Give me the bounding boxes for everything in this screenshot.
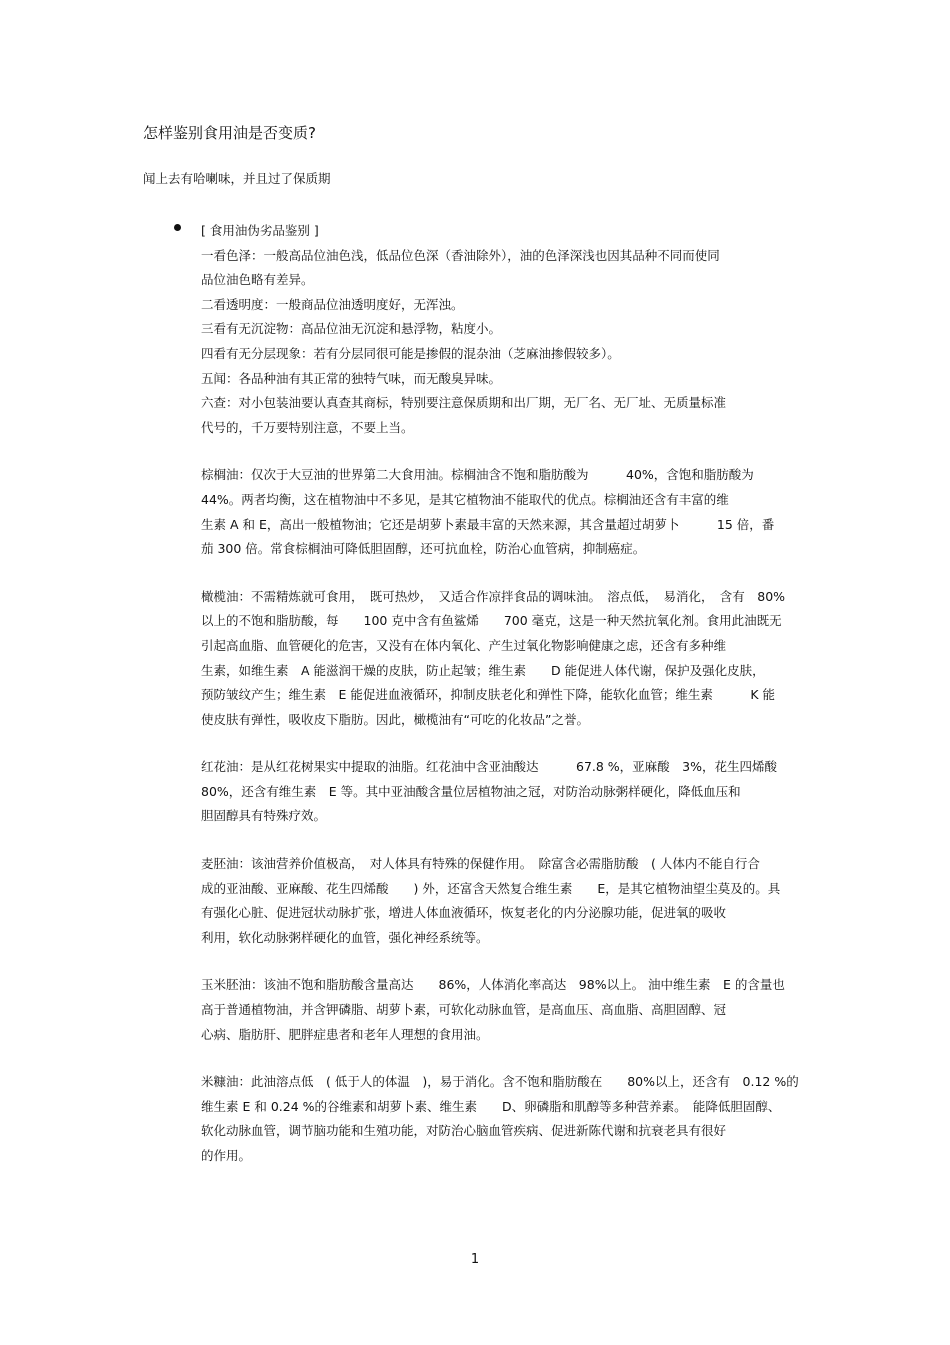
paragraph-line: 生素，如维生素 A 能滋润干燥的皮肤，防止起皱；维生素 D 能促进人体代谢，保护及强化皮肤，	[201, 662, 765, 678]
paragraph-line: 红花油：是从红花树果实中提取的油脂。红花油中含亚油酸达 67.8 %，亚麻酸 3%，花生四烯酸	[201, 759, 778, 775]
oil-paragraph-corn-germ	[201, 973, 811, 1047]
paragraph-gap	[201, 950, 811, 973]
paragraph-gap	[201, 440, 811, 463]
paragraph-line: 茄 300 倍。常食棕榈油可降低胆固醇，还可抗血栓，防治心血管病，抑制癌症。	[201, 541, 646, 557]
oil-paragraph-safflower	[201, 755, 811, 829]
paragraph-line: 以上的不饱和脂肪酸，每 100 克中含有鱼鲨烯 700 毫克，这是一种天然抗氧化剂。食用此油既无	[201, 613, 782, 629]
check-line: 品位油色略有差异。	[201, 272, 314, 288]
paragraph-line: 预防皱纹产生；维生素 E 能促进血液循环，抑制皮肤老化和弹性下降，能软化血管；维生素 K 能	[201, 687, 776, 703]
paragraph-line: 80%，还含有维生素 E 等。其中亚油酸含量位居植物油之冠，对防治动脉粥样硬化，降低血压和	[201, 783, 741, 799]
check-line: 一看色泽：一般高品位油色浅，低品位色深（香油除外），油的色泽深浅也因其品种不同而使同	[201, 247, 720, 263]
paragraph-line: 的作用。	[201, 1148, 252, 1163]
check-line: 四看有无分层现象：若有分层同很可能是掺假的混杂油（芝麻油掺假较多）。	[201, 345, 620, 361]
oil-paragraph-olive	[201, 585, 811, 733]
paragraph-gap	[201, 1047, 811, 1070]
paragraph-line: 维生素 E 和 0.24 %的谷维素和胡萝卜素、维生素 D、卵磷脂和肌醇等多种营养素。 能降低胆固醇、	[201, 1098, 781, 1114]
paragraph-line: 成的亚油酸、亚麻酸、花生四烯酸 ) 外，还富含天然复合维生素 E，是其它植物油望尘莫及的。具	[201, 880, 781, 896]
paragraph-line: 心病、脂肪肝、肥胖症患者和老年人理想的食用油。	[201, 1026, 489, 1042]
paragraph-gap	[201, 829, 811, 852]
bullet-dot-icon	[174, 224, 181, 231]
paragraph-line: 麦胚油：该油营养价值极高， 对人体具有特殊的保健作用。 除富含必需脂肪酸 ( 人体内不能自行合	[201, 856, 760, 872]
intro-text: 闻上去有哈喇味，并且过了保质期	[143, 171, 331, 186]
paragraph-line: 高于普通植物油，并含钾磷脂、胡萝卜素，可软化动脉血管，是高血压、高血脂、高胆固醇、冠	[201, 1002, 727, 1018]
check-line: 二看透明度：一般商品位油透明度好，无浑浊。	[201, 296, 464, 312]
paragraph-line: 胆固醇具有特殊疗效。	[201, 808, 327, 824]
paragraph-line: 44%。两者均衡，这在植物油中不多见，是其它植物油不能取代的优点。棕榈油还含有丰富的维	[201, 491, 729, 507]
page-number: 1	[470, 1252, 480, 1267]
paragraph-line: 有强化心脏、促进冠状动脉扩张，增进人体血液循环，恢复老化的内分泌腺功能，促进氧的吸收	[201, 905, 727, 921]
oil-paragraph-wheat-germ	[201, 852, 811, 950]
paragraph-line: 使皮肤有弹性，吸收皮下脂肪。因此，橄榄油有“可吃的化妆品”之誉。	[201, 711, 589, 727]
paragraph-line: 橄榄油：不需精炼就可食用， 既可热炒， 又适合作凉拌食品的调味油。 溶点低， 易消化， 含有 80%	[201, 588, 786, 604]
oil-paragraph-palm	[201, 463, 811, 561]
paragraph-line: 生素 A 和 E，高出一般植物油；它还是胡萝卜素最丰富的天然来源，其含量超过胡萝卜 15 倍，番	[201, 516, 775, 532]
paragraph-gap	[201, 732, 811, 755]
check-line: 三看有无沉淀物：高品位油无沉淀和悬浮物，粘度小。	[201, 321, 502, 337]
oil-paragraph-rice-bran	[201, 1070, 811, 1168]
paragraph-line: 米糠油：此油溶点低 ( 低于人的体温 )，易于消化。含不饱和脂肪酸在 80%以上，还含有 0.12 %的	[201, 1074, 799, 1090]
paragraph-line: 软化动脉血管，调节脑功能和生殖功能，对防治心脑血管疾病、促进新陈代谢和抗衰老具有很好	[201, 1123, 727, 1139]
paragraph-gap	[201, 562, 811, 585]
check-line: 代号的，千万要特别注意，不要上当。	[201, 419, 414, 435]
check-line: 六查：对小包装油要认真查其商标，特别要注意保质期和出厂期，无厂名、无厂址、无质量标准	[201, 395, 727, 411]
checks-list	[201, 244, 811, 441]
paragraph-line: 玉米胚油：该油不饱和脂肪酸含量高达 86%，人体消化率高达 98%以上。 油中维生素 E 的含量也	[201, 977, 785, 993]
page-title: 怎样鉴别食用油是否变质?	[143, 124, 316, 142]
paragraph-line: 棕榈油：仅次于大豆油的世界第二大食用油。棕榈油含不饱和脂肪酸为 40%，含饱和脂肪酸为	[201, 467, 754, 483]
content-body	[201, 219, 811, 1169]
paragraph-line: 引起高血脂、血管硬化的危害，又没有在体内氧化、产生过氧化物影响健康之虑，还含有多种维	[201, 637, 727, 653]
section-heading: [ 食用油伪劣品鉴别 ]	[201, 223, 319, 238]
paragraph-line: 利用，软化动脉粥样硬化的血管，强化神经系统等。	[201, 929, 489, 945]
check-line: 五闻：各品种油有其正常的独特气味，而无酸臭异味。	[201, 370, 502, 386]
